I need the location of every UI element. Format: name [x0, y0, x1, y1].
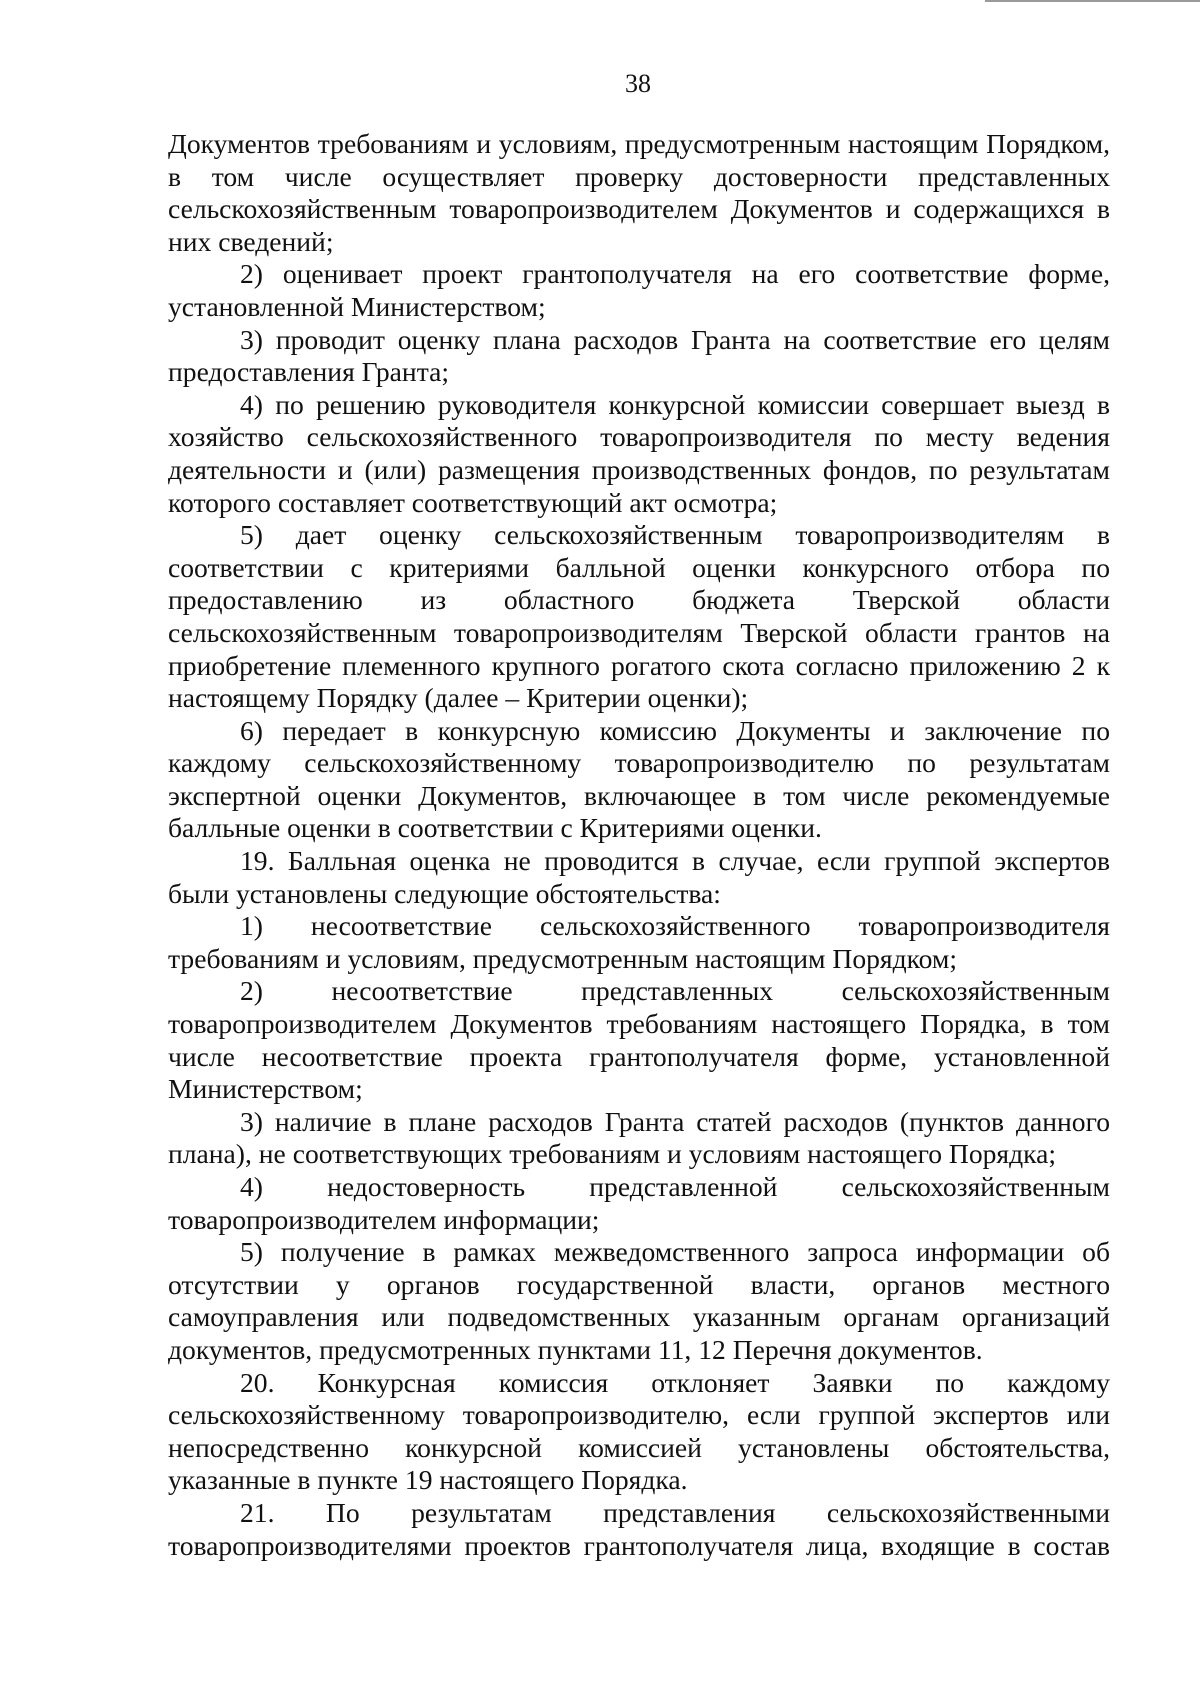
- paragraph-clause-19-item-3: 3) наличие в плане расходов Гранта статей расходов (пунктов данного плана), не соответствующих требованиям и условиям настоящего Порядка;: [168, 1105, 1110, 1170]
- paragraph-clause-20: 20. Конкурсная комиссия отклоняет Заявки по каждому сельскохозяйственному товаропроизводителю, если группой экспертов или непосредственно конкурсной комиссией установлены обстоятельства, указанные в пункте 19 настоящего Порядка.: [168, 1366, 1110, 1496]
- top-edge-rule: [985, 0, 1200, 2]
- paragraph-item-3: 3) проводит оценку плана расходов Гранта на соответствие его целям предоставления Гранта;: [168, 323, 1110, 388]
- paragraph-clause-21: 21. По результатам представления сельскохозяйственными товаропроизводителями проектов грантополучателя лица, входящие в состав: [168, 1496, 1110, 1561]
- paragraph-clause-19: 19. Балльная оценка не проводится в случае, если группой экспертов были установлены следующие обстоятельства:: [168, 845, 1110, 909]
- paragraph-continuation: Документов требованиям и условиям, предусмотренным настоящим Порядком, в том числе осуществляет проверку достоверности представленных сельскохозяйственным товаропроизводителем Документов и содержащихся в них сведений;: [168, 128, 1110, 257]
- page-number: 38: [625, 69, 651, 98]
- paragraph-item-4: 4) по решению руководителя конкурсной комиссии совершает выезд в хозяйство сельскохозяйственного товаропроизводителя по месту ведения деятельности и (или) размещения производственных фондов, по результатам которого составляет соответствующий акт осмотра;: [168, 388, 1110, 518]
- paragraph-clause-19-item-1: 1) несоответствие сельскохозяйственного товаропроизводителя требованиям и условиям, предусмотренным настоящим Порядком;: [168, 910, 1110, 974]
- paragraph-item-6: 6) передает в конкурсную комиссию Документы и заключение по каждому сельскохозяйственному товаропроизводителю по результатам экспертной оценки Документов, включающее в том числе рекомендуемые балльные оценки в соответствии с Критериями оценки.: [168, 714, 1110, 844]
- paragraph-clause-19-item-4: 4) недостоверность представленной сельскохозяйственным товаропроизводителем информации;: [168, 1171, 1110, 1235]
- paragraph-item-5: 5) дает оценку сельскохозяйственным товаропроизводителям в соответствии с критериями балльной оценки конкурсного отбора по предоставлению из областного бюджета Тверской области сельскохозяйственным товаропроизводителям Тверской области грантов на приобретение племенного крупного рогатого скота согласно приложению 2 к настоящему Порядку (далее – Критерии оценки);: [168, 519, 1110, 714]
- paragraph-clause-19-item-5: 5) получение в рамках межведомственного запроса информации об отсутствии у органов государственной власти, органов местного самоуправления или подведомственных указанным органам организаций документов, предусмотренных пунктами 11, 12 Перечня документов.: [168, 1236, 1110, 1365]
- paragraph-clause-19-item-2: 2) несоответствие представленных сельскохозяйственным товаропроизводителем Документов требованиям настоящего Порядка, в том числе несоответствие проекта грантополучателя форме, установленной Министерством;: [168, 975, 1110, 1105]
- document-body: [168, 128, 1110, 1562]
- paragraph-item-2: 2) оценивает проект грантополучателя на его соответствие форме, установленной Министерством;: [168, 258, 1110, 322]
